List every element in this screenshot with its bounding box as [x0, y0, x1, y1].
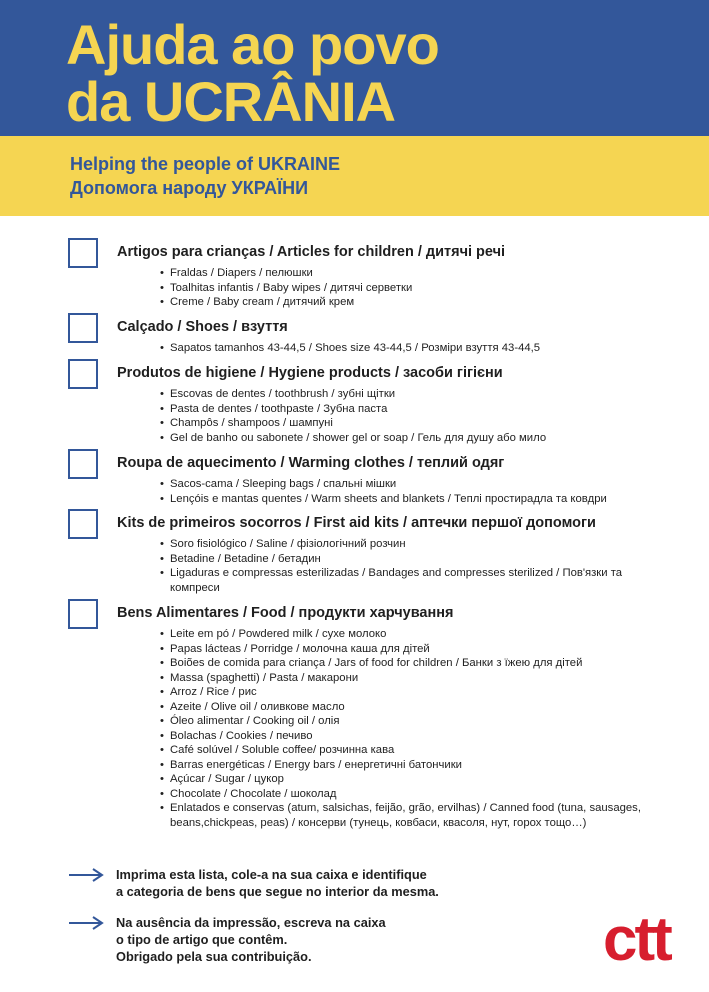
list-item: • Massa (spaghetti) / Pasta / макарони	[160, 671, 650, 686]
list-item: • Soro fisiológico / Saline / фізіологічний розчин	[160, 537, 650, 552]
note-text	[116, 866, 439, 900]
arrow-right-icon	[68, 868, 104, 882]
category-title: Bens Alimentares / Food / продукти харчування	[117, 605, 454, 621]
list-item: • Café solúvel / Soluble coffee/ розчинна кава	[160, 743, 650, 758]
checkbox-first-aid[interactable]	[68, 509, 98, 539]
item-list	[160, 266, 650, 310]
arrow-right-icon	[68, 916, 104, 930]
ctt-logo: ctt	[603, 905, 670, 974]
list-item: • Ligaduras e compressas esterilizadas / Bandages and compresses sterilized / Пов'язки та компреси	[160, 566, 650, 595]
item-list	[160, 341, 650, 356]
list-item: • Chocolate / Chocolate / шоколад	[160, 787, 650, 802]
list-item: • Sacos-cama / Sleeping bags / спальні мішки	[160, 477, 650, 492]
checkbox-warming-clothes[interactable]	[68, 449, 98, 479]
list-item: • Pasta de dentes / toothpaste / Зубна паста	[160, 402, 650, 417]
list-item: • Açúcar / Sugar / цукор	[160, 772, 650, 787]
checkbox-shoes[interactable]	[68, 313, 98, 343]
category-title: Kits de primeiros socorros / First aid kits / аптечки першої допомоги	[117, 515, 596, 531]
category-title: Produtos de higiene / Hygiene products / засоби гігієни	[117, 365, 503, 381]
list-item: • Barras energéticas / Energy bars / енергетичні батончики	[160, 758, 650, 773]
note-line: Obrigado pela sua contribuição.	[116, 949, 312, 964]
list-item: • Arroz / Rice / рис	[160, 685, 650, 700]
note-line: Na ausência da impressão, escreva na caixa	[116, 915, 386, 930]
list-item: • Champôs / shampoos / шампуні	[160, 416, 650, 431]
list-item: • Enlatados e conservas (atum, salsichas, feijão, grão, ervilhas) / Canned food (tuna, sausages, beans,chickpeas, peas) / консерви (тунець, ковбаси, квасоля, нут, горох тощо…)	[160, 801, 650, 830]
list-item: • Papas lácteas / Porridge / молочна каша для дітей	[160, 642, 650, 657]
note-text	[116, 914, 386, 965]
list-item: • Azeite / Olive oil / оливкове масло	[160, 700, 650, 715]
item-list	[160, 477, 650, 506]
list-item: • Toalhitas infantis / Baby wipes / дитячі серветки	[160, 281, 650, 296]
checkbox-children[interactable]	[68, 238, 98, 268]
category-title: Roupa de aquecimento / Warming clothes / теплий одяг	[117, 455, 505, 471]
note-line: a categoria de bens que segue no interior da mesma.	[116, 884, 439, 899]
category-title: Calçado / Shoes / взуття	[117, 319, 288, 335]
list-item: • Sapatos tamanhos 43-44,5 / Shoes size 43-44,5 / Розміри взуття 43-44,5	[160, 341, 650, 356]
note-line: Imprima esta lista, cole-a na sua caixa e identifique	[116, 867, 427, 882]
checkbox-food[interactable]	[68, 599, 98, 629]
list-item: • Fraldas / Diapers / пелюшки	[160, 266, 650, 281]
subtitle-ukrainian: Допомога народу УКРАЇНИ	[70, 178, 309, 198]
page-title	[66, 13, 439, 133]
note-line: o tipo de artigo que contêm.	[116, 932, 288, 947]
list-item: • Boiões de comida para criança / Jars of food for children / Банки з їжею для дітей	[160, 656, 650, 671]
list-item: • Betadine / Betadine / бетадин	[160, 552, 650, 567]
item-list	[160, 537, 650, 595]
title-line-1: Ajuda ao povo	[66, 13, 439, 76]
list-item: • Leite em pó / Powdered milk / сухе молоко	[160, 627, 650, 642]
item-list	[160, 627, 650, 830]
list-item: • Escovas de dentes / toothbrush / зубні щітки	[160, 387, 650, 402]
item-list	[160, 387, 650, 445]
checkbox-hygiene[interactable]	[68, 359, 98, 389]
subtitle-english: Helping the people of UKRAINE	[70, 154, 340, 174]
list-item: • Lençóis e mantas quentes / Warm sheets and blankets / Теплі простирадла та ковдри	[160, 492, 650, 507]
subtitle	[70, 152, 340, 200]
list-item: • Gel de banho ou sabonete / shower gel or soap / Гель для душу або мило	[160, 431, 650, 446]
list-item: • Óleo alimentar / Cooking oil / олія	[160, 714, 650, 729]
list-item: • Creme / Baby cream / дитячий крем	[160, 295, 650, 310]
category-title: Artigos para crianças / Articles for children / дитячі речі	[117, 244, 506, 260]
list-item: • Bolachas / Cookies / печиво	[160, 729, 650, 744]
title-line-2: da UCRÂNIA	[66, 70, 396, 133]
